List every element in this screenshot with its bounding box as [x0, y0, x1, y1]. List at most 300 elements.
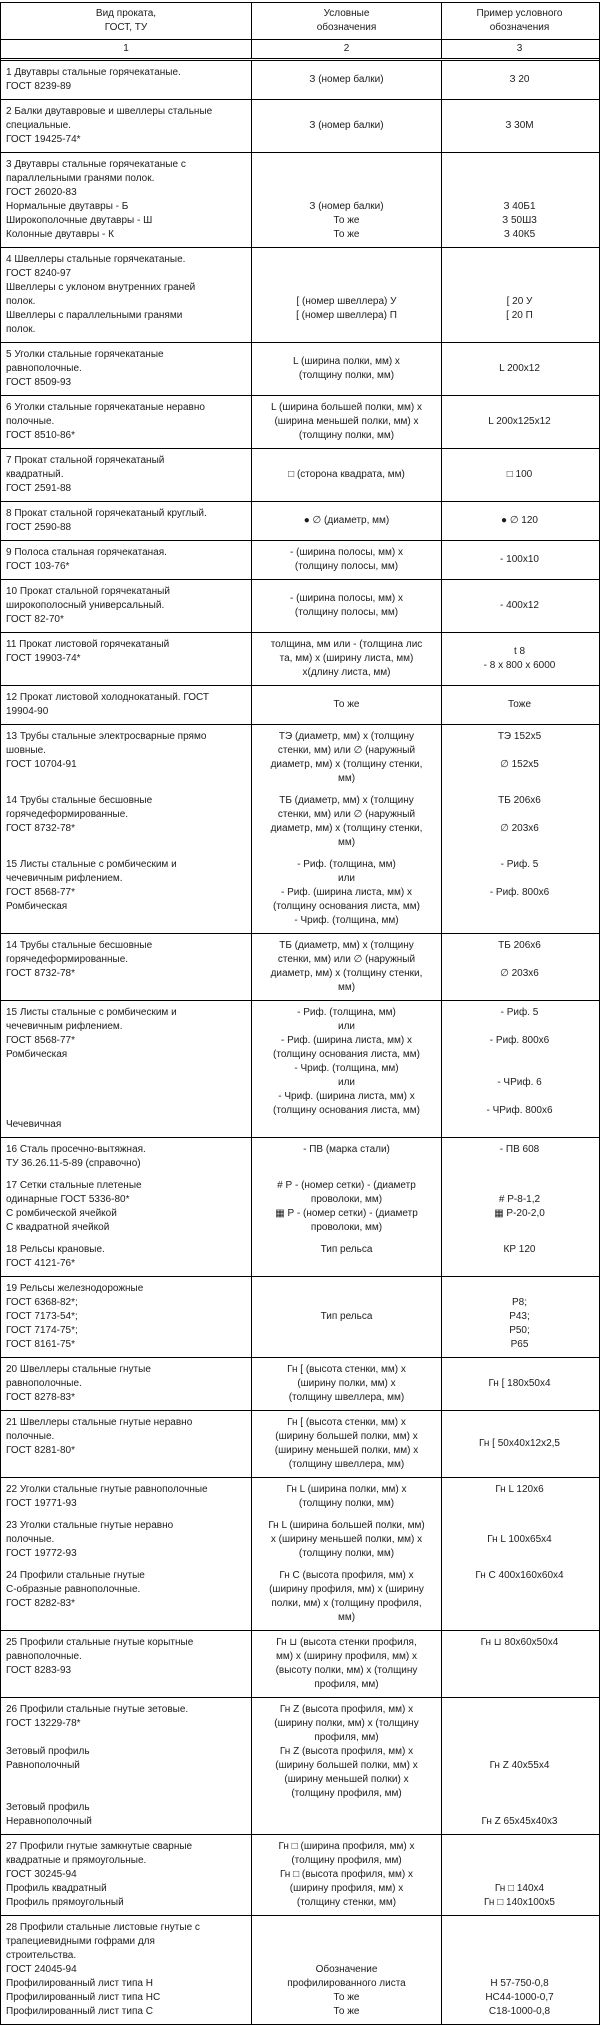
- cell-line: Гн □ 140х4: [494, 1883, 545, 1894]
- cell-line: Равнополочный: [6, 1760, 80, 1771]
- cell-line: Тип рельса: [320, 1244, 373, 1255]
- cell-paragraph: [257, 1636, 436, 1692]
- cell-paragraph: [447, 1703, 592, 1829]
- cell-paragraph: [257, 468, 436, 482]
- cell-line: ГОСТ 8281-80*: [6, 1445, 75, 1456]
- table-block-3: [1, 152, 599, 247]
- cell-line: ∅ 152х5: [500, 759, 539, 770]
- cell-line: 27 Профили гнутые замкнутые сварные: [6, 1841, 193, 1852]
- table-cell-c3: [441, 633, 597, 685]
- cell-line: Гн □ (высота профиля, мм) х: [279, 1869, 414, 1880]
- cell-line: - ЧРиф. 800х6: [486, 1105, 553, 1116]
- cell-line: ГОСТ 8240-97: [6, 268, 72, 279]
- table-cell-c3: [441, 61, 597, 99]
- cell-paragraph: [257, 158, 436, 242]
- table-cell-c3: [441, 248, 597, 342]
- cell-line: [447, 1597, 592, 1611]
- cell-line: Гн [ 180х50х4: [488, 1378, 551, 1389]
- cell-line: (ширину профиля, мм) х (ширину: [269, 1584, 424, 1595]
- header-col1-line1: Вид проката,: [95, 8, 157, 19]
- cell-paragraph: [447, 1006, 592, 1132]
- cell-line: Гн □ 140х100х5: [484, 1897, 555, 1908]
- cell-line: равнополочные.: [6, 1651, 82, 1662]
- table-cell-c3: [441, 502, 597, 540]
- cell-line: ● ∅ (диаметр, мм): [303, 515, 390, 526]
- cell-line: стенки, мм) или ∅ (наружный: [277, 745, 416, 756]
- cell-line: Тоже: [507, 699, 532, 710]
- cell-line: трапециевидными гофрами для: [6, 1936, 155, 1947]
- cell-line: Гн С 400х160х60х4: [475, 1570, 564, 1581]
- cell-line: ГОСТ 2591-88: [6, 483, 72, 494]
- cell-line: Р50;: [509, 1325, 530, 1336]
- cell-line: полки, мм) х (толщину профиля,: [271, 1598, 422, 1609]
- cell-paragraph: [6, 253, 246, 337]
- cell-line: Гн L (ширина большей полки, мм): [268, 1520, 425, 1531]
- cell-line: ТЭ (диаметр, мм) х (толщину: [278, 731, 415, 742]
- cell-paragraph: [6, 1282, 246, 1352]
- cell-paragraph: [257, 73, 436, 87]
- cell-line: Чечевичная: [6, 1119, 62, 1130]
- cell-paragraph: [257, 1243, 436, 1271]
- cell-line: Неравнополочный: [6, 1816, 92, 1827]
- table-cell-c2: [251, 1835, 441, 1915]
- cell-line: [ (номер швеллера) П: [296, 310, 397, 321]
- cell-line: С-образные равнополочные.: [6, 1584, 141, 1595]
- cell-line: [447, 1650, 592, 1664]
- cell-line: [ (номер швеллера) У: [296, 296, 397, 307]
- table-cell-c2: [251, 100, 441, 152]
- cell-paragraph: [6, 638, 246, 666]
- cell-line: диаметр, мм) х (толщину стенки,: [270, 823, 423, 834]
- cell-line: [257, 158, 436, 172]
- cell-paragraph: [447, 730, 592, 786]
- cell-line: [6, 1104, 246, 1118]
- cell-line: ГОСТ 7174-75*;: [6, 1325, 78, 1336]
- cell-paragraph: [6, 939, 246, 995]
- table-cell-c2: [251, 343, 441, 395]
- cell-line: ГОСТ 8283-93: [6, 1665, 72, 1676]
- cell-paragraph: [447, 415, 592, 429]
- cell-line: □ (сторона квадрата, мм): [288, 469, 405, 480]
- cell-line: ТБ 206х6: [498, 940, 541, 951]
- cell-line: [6, 1787, 246, 1801]
- table-block-19: [1, 1410, 599, 1477]
- cell-line: ТЭ 152х5: [497, 731, 542, 742]
- table-cell-c2: [251, 1138, 441, 1276]
- cell-line: (толщину полки, мм): [298, 1498, 395, 1509]
- table-cell-c3: [441, 725, 597, 933]
- table-cell-c1: [1, 1478, 251, 1630]
- cell-line: [447, 1179, 592, 1193]
- table-cell-c1: [1, 1358, 251, 1410]
- table-cell-c2: [251, 396, 441, 448]
- cell-line: [447, 1048, 592, 1062]
- cell-line: [447, 323, 592, 337]
- cell-line: - Чриф. (толщина, мм): [294, 1063, 399, 1074]
- cell-line: квадратные и прямоугольные.: [6, 1855, 147, 1866]
- cell-line: (ширину большей полки, мм) х: [275, 1431, 418, 1442]
- cell-line: 18 Рельсы крановые.: [6, 1244, 105, 1255]
- cell-line: х (ширину меньшей полки, мм) х: [270, 1534, 423, 1545]
- table-cell-c3: [441, 580, 597, 632]
- cell-line: полок.: [6, 296, 36, 307]
- cell-line: □ 100: [506, 469, 533, 480]
- cell-line: Профилированный лист типа С: [6, 2006, 153, 2017]
- cell-line: (толщину профиля, мм): [291, 1855, 402, 1866]
- cell-line: 1 Двутавры стальные горячекатаные.: [6, 67, 181, 78]
- cell-line: [257, 1921, 436, 1935]
- table-cell-c1: [1, 1411, 251, 1477]
- cell-line: [447, 953, 592, 967]
- table-cell-c2: [251, 1631, 441, 1697]
- cell-line: ГОСТ 7173-54*;: [6, 1311, 78, 1322]
- cell-line: [447, 1678, 592, 1692]
- cell-paragraph: [447, 1519, 592, 1561]
- cell-line: или: [337, 1077, 355, 1088]
- cell-paragraph: [257, 1921, 436, 2019]
- cell-paragraph: [447, 362, 592, 376]
- table-cell-c2: [251, 1916, 441, 2024]
- table-cell-c1: [1, 61, 251, 99]
- cell-paragraph: [447, 698, 592, 712]
- cell-line: [447, 1963, 592, 1977]
- cell-line: проволоки, мм): [310, 1194, 383, 1205]
- cell-line: 20 Швеллеры стальные гнутые: [6, 1364, 151, 1375]
- table-block-15: [1, 1000, 599, 1137]
- cell-line: Гн С (высота профиля, мм) х: [279, 1570, 414, 1581]
- cell-line: (ширину полки, мм) х: [297, 1378, 396, 1389]
- table-cell-c1: [1, 686, 251, 724]
- cell-paragraph: [257, 355, 436, 383]
- cell-line: ГОСТ 8568-77*: [6, 1035, 75, 1046]
- cell-line: [447, 1020, 592, 1034]
- table-block-9: [1, 540, 599, 579]
- cell-line: [257, 253, 436, 267]
- cell-line: ГОСТ 103-76*: [6, 561, 70, 572]
- cell-line: специальные.: [6, 120, 71, 131]
- cell-line: толщина, мм или - (толщина лис: [270, 639, 423, 650]
- table-cell-c2: [251, 248, 441, 342]
- table-cell-c1: [1, 934, 251, 1000]
- cell-line: [447, 836, 592, 850]
- cell-line: Р65: [510, 1339, 529, 1350]
- cell-line: Зетовый профиль: [6, 1746, 90, 1757]
- cell-line: З 30М: [505, 120, 534, 131]
- table-block-20: [1, 1477, 599, 1630]
- header-col3-line1: Пример условного: [476, 8, 563, 19]
- cell-paragraph: [6, 691, 246, 719]
- cell-line: Профилированный лист типа НС: [6, 1992, 161, 2003]
- table-block-6: [1, 395, 599, 448]
- cell-line: [6, 1611, 246, 1625]
- cell-paragraph: [6, 348, 246, 390]
- cell-line: - Риф. 800х6: [489, 887, 550, 898]
- cell-line: ГОСТ 10704-91: [6, 759, 77, 770]
- cell-line: ТБ 206х6: [498, 795, 541, 806]
- cell-line: [447, 267, 592, 281]
- table-header-row: [1, 3, 599, 39]
- cell-paragraph: [447, 858, 592, 928]
- cell-line: профиля, мм): [314, 1732, 379, 1743]
- cell-paragraph: [257, 698, 436, 712]
- cell-line: параллельными гранями полок.: [6, 173, 155, 184]
- table-cell-c1: [1, 1916, 251, 2024]
- cell-paragraph: [257, 939, 436, 995]
- cell-paragraph: [447, 1377, 592, 1391]
- cell-line: С18-1000-0,8: [488, 2006, 551, 2017]
- cell-line: - (ширина полосы, мм) х: [290, 547, 403, 558]
- cell-line: [447, 1703, 592, 1717]
- cell-paragraph: [6, 507, 246, 535]
- cell-line: широкополосный универсальный.: [6, 600, 165, 611]
- cell-line: стенки, мм) или ∅ (наружный: [277, 954, 416, 965]
- table-cell-c1: [1, 1698, 251, 1834]
- cell-line: диаметр, мм) х (толщину стенки,: [270, 759, 423, 770]
- cell-line: Гн [ 50х40х12х2,5: [479, 1438, 560, 1449]
- cell-line: ГОСТ 13229-78*: [6, 1718, 81, 1729]
- cell-paragraph: [6, 158, 246, 242]
- cell-line: Р8;: [511, 1297, 527, 1308]
- cell-line: ● ∅ 120: [501, 515, 538, 526]
- table-cell-c1: [1, 633, 251, 685]
- cell-line: 9 Полоса стальная горячекатаная.: [6, 547, 167, 558]
- cell-line: Гн Z (высота профиля, мм) х: [279, 1746, 414, 1757]
- cell-line: - ЧРиф. 6: [497, 1077, 542, 1088]
- table-cell-c1: [1, 153, 251, 247]
- cell-line: [447, 1731, 592, 1745]
- cell-line: (толщину швеллера, мм): [288, 1392, 405, 1403]
- cell-line: [447, 281, 592, 295]
- cell-line: 24 Профили стальные гнутые: [6, 1570, 145, 1581]
- table-block-7: [1, 448, 599, 501]
- cell-line: # Р-8-1,2: [498, 1194, 541, 1205]
- cell-line: З 40Б1: [503, 201, 536, 212]
- cell-paragraph: [257, 794, 436, 850]
- cell-line: (толщину швеллера, мм): [288, 1459, 405, 1470]
- cell-line: Швеллеры с уклоном внутренних граней: [6, 282, 196, 293]
- cell-paragraph: [257, 592, 436, 620]
- table-cell-c2: [251, 934, 441, 1000]
- table-block-13: [1, 724, 599, 933]
- cell-line: [447, 186, 592, 200]
- cell-paragraph: [447, 1636, 592, 1692]
- cell-line: - (ширина полосы, мм) х: [290, 593, 403, 604]
- cell-paragraph: [447, 939, 592, 995]
- cell-line: 5 Уголки стальные горячекатаные: [6, 349, 164, 360]
- cell-paragraph: [257, 1483, 436, 1511]
- table-cell-c3: [441, 686, 597, 724]
- cell-line: Гн [ (высота стенки, мм) х: [287, 1417, 406, 1428]
- cell-line: t 8: [513, 646, 526, 657]
- cell-paragraph: [257, 119, 436, 133]
- cell-line: (ширину полки, мм) х (толщину: [274, 1718, 419, 1729]
- cell-line: Гн [ (высота стенки, мм) х: [287, 1364, 406, 1375]
- cell-line: [6, 1076, 246, 1090]
- table-cell-c2: [251, 61, 441, 99]
- cell-line: С квадратной ячейкой: [6, 1222, 110, 1233]
- table-cell-c3: [441, 100, 597, 152]
- cell-line: ГОСТ 19425-74*: [6, 134, 81, 145]
- cell-line: [6, 914, 246, 928]
- table-cell-c1: [1, 1138, 251, 1276]
- cell-line: 3 Двутавры стальные горячекатаные с: [6, 159, 186, 170]
- cell-paragraph: [6, 1703, 246, 1829]
- cell-line: - Риф. (ширина листа, мм) х: [281, 1035, 412, 1046]
- cell-line: равнополочные.: [6, 363, 82, 374]
- cell-line: 28 Профили стальные листовые гнутые с: [6, 1922, 200, 1933]
- table-block-24: [1, 1915, 599, 2024]
- cell-line: НС44-1000-0,7: [485, 1992, 554, 2003]
- cell-line: [257, 1257, 436, 1271]
- cell-line: (толщину основания листа, мм): [273, 1105, 420, 1116]
- cell-line: Нормальные двутавры - Б: [6, 201, 129, 212]
- cell-line: [447, 1257, 592, 1271]
- table-cell-c3: [441, 1358, 597, 1410]
- cell-line: - 400х12: [500, 600, 539, 611]
- cell-line: Р43;: [509, 1311, 530, 1322]
- cell-line: (высоту полки, мм) х (толщину: [275, 1665, 418, 1676]
- cell-paragraph: [257, 1310, 436, 1324]
- cell-line: мм): [337, 982, 356, 993]
- cell-paragraph: [447, 599, 592, 613]
- cell-line: ТУ 36.26.11-5-89 (справочно): [6, 1158, 141, 1169]
- table-cell-c3: [441, 343, 597, 395]
- cell-line: Профилированный лист типа Н: [6, 1978, 153, 1989]
- cell-line: 13 Трубы стальные электросварные прямо: [6, 731, 207, 742]
- cell-paragraph: [257, 1840, 436, 1910]
- cell-line: Ромбическая: [6, 1049, 68, 1060]
- cell-line: мм): [337, 837, 356, 848]
- table-cell-c3: [441, 449, 597, 501]
- cell-line: Ромбическая: [6, 901, 68, 912]
- cell-line: ГОСТ 8509-93: [6, 377, 72, 388]
- table-cell-c3: [441, 1478, 597, 1630]
- cell-line: [447, 1519, 592, 1533]
- cell-line: [447, 1745, 592, 1759]
- cell-paragraph: [447, 1437, 592, 1451]
- cell-paragraph: [257, 730, 436, 786]
- table-block-14: [1, 933, 599, 1000]
- cell-line: ТБ (диаметр, мм) х (толщину: [279, 795, 414, 806]
- cell-line: 19904-90: [6, 706, 49, 717]
- cell-line: (ширина меньшей полки, мм) х: [274, 416, 419, 427]
- table-cell-c3: [441, 934, 597, 1000]
- cell-line: Гн Z 65х45х40х3: [481, 1816, 558, 1827]
- cell-line: Гн ⊔ 80х60х50х4: [480, 1637, 559, 1648]
- table-cell-c2: [251, 1698, 441, 1834]
- cell-line: Гн L 100х65х4: [487, 1534, 552, 1545]
- table-cell-c1: [1, 541, 251, 579]
- header-col3-line2: обозначения: [489, 22, 550, 33]
- cell-line: З (номер балки): [309, 201, 384, 212]
- cell-line: Профиль квадратный: [6, 1883, 107, 1894]
- cell-line: 21 Швеллеры стальные гнутые неравно: [6, 1417, 193, 1428]
- cell-line: 12 Прокат листовой холоднокатаный. ГОСТ: [6, 692, 209, 703]
- cell-line: одинарные ГОСТ 5336-80*: [6, 1194, 130, 1205]
- cell-line: 14 Трубы стальные бесшовные: [6, 795, 153, 806]
- cell-paragraph: [257, 638, 436, 680]
- cell-line: (толщину полки, мм): [298, 430, 395, 441]
- cell-line: L 200х125х12: [488, 416, 551, 427]
- cell-paragraph: [447, 1921, 592, 2019]
- cell-line: Широкополочные двутавры - Ш: [6, 215, 153, 226]
- cell-paragraph: [6, 1006, 246, 1132]
- cell-line: ГОСТ 8732-78*: [6, 823, 75, 834]
- cell-line: полок.: [6, 324, 36, 335]
- cell-paragraph: [6, 1519, 246, 1561]
- cell-line: (ширину меньшей полки, мм) х: [274, 1445, 419, 1456]
- cell-line: 25 Профили стальные гнутые корытные: [6, 1637, 194, 1648]
- table-block-2: [1, 99, 599, 152]
- cell-paragraph: [447, 514, 592, 528]
- cell-line: (ширину большей полки, мм) х: [275, 1760, 418, 1771]
- table-cell-c3: [441, 1001, 597, 1137]
- cell-line: ГОСТ 6368-82*;: [6, 1297, 78, 1308]
- table-cell-c3: [441, 1698, 597, 1834]
- table-block-22: [1, 1697, 599, 1834]
- table-block-17: [1, 1276, 599, 1357]
- cell-line: [447, 1547, 592, 1561]
- cell-line: 11 Прокат листовой горячекатаный: [6, 639, 170, 650]
- cell-line: [257, 1118, 436, 1132]
- cell-line: профилированного листа: [287, 1978, 406, 1989]
- cell-line: 22 Уголки стальные гнутые равнополочные: [6, 1484, 208, 1495]
- cell-line: [257, 1935, 436, 1949]
- table-cell-c3: [441, 1631, 597, 1697]
- table-cell-c1: [1, 1277, 251, 1357]
- cell-line: [447, 253, 592, 267]
- cell-line: [257, 1815, 436, 1829]
- table-cell-c3: [441, 153, 597, 247]
- cell-line: [447, 1090, 592, 1104]
- cell-line: [257, 186, 436, 200]
- cell-line: [447, 1868, 592, 1882]
- cell-line: ▦ Р - (номер сетки) - (диаметр: [275, 1208, 418, 1219]
- table-block-1: [1, 61, 599, 99]
- cell-line: ГОСТ 8239-89: [6, 81, 72, 92]
- header-col1: [1, 3, 251, 39]
- cell-line: [447, 1801, 592, 1815]
- cell-line: [447, 981, 592, 995]
- table-cell-c2: [251, 1358, 441, 1410]
- cell-line: ∅ 203х6: [500, 968, 539, 979]
- cell-line: [257, 1157, 436, 1171]
- cell-line: ▦ Р-20-2,0: [494, 1208, 545, 1219]
- table-cell-c1: [1, 343, 251, 395]
- table-cell-c3: [441, 1138, 597, 1276]
- cell-paragraph: [257, 401, 436, 443]
- cell-line: [447, 1664, 592, 1678]
- cell-paragraph: [6, 794, 246, 850]
- cell-line: квадратный.: [6, 469, 64, 480]
- table-cell-c3: [441, 396, 597, 448]
- cell-line: [447, 900, 592, 914]
- cell-line: ГОСТ 8568-77*: [6, 887, 75, 898]
- cell-line: # Р - (номер сетки) - (диаметр: [277, 1180, 416, 1191]
- cell-line: 16 Сталь просечно-вытяжная.: [6, 1144, 146, 1155]
- cell-paragraph: [6, 1636, 246, 1678]
- cell-line: полочные.: [6, 416, 55, 427]
- cell-line: Гн □ (ширина профиля, мм) х: [278, 1841, 415, 1852]
- cell-line: мм): [337, 1612, 356, 1623]
- cell-paragraph: [447, 645, 592, 673]
- cell-paragraph: [257, 1703, 436, 1829]
- cell-paragraph: [447, 1840, 592, 1910]
- cell-line: мм) х (ширину профиля, мм) х: [275, 1651, 418, 1662]
- cell-paragraph: [447, 468, 592, 482]
- cell-line: [447, 1787, 592, 1801]
- column-number-3: 3: [441, 40, 597, 58]
